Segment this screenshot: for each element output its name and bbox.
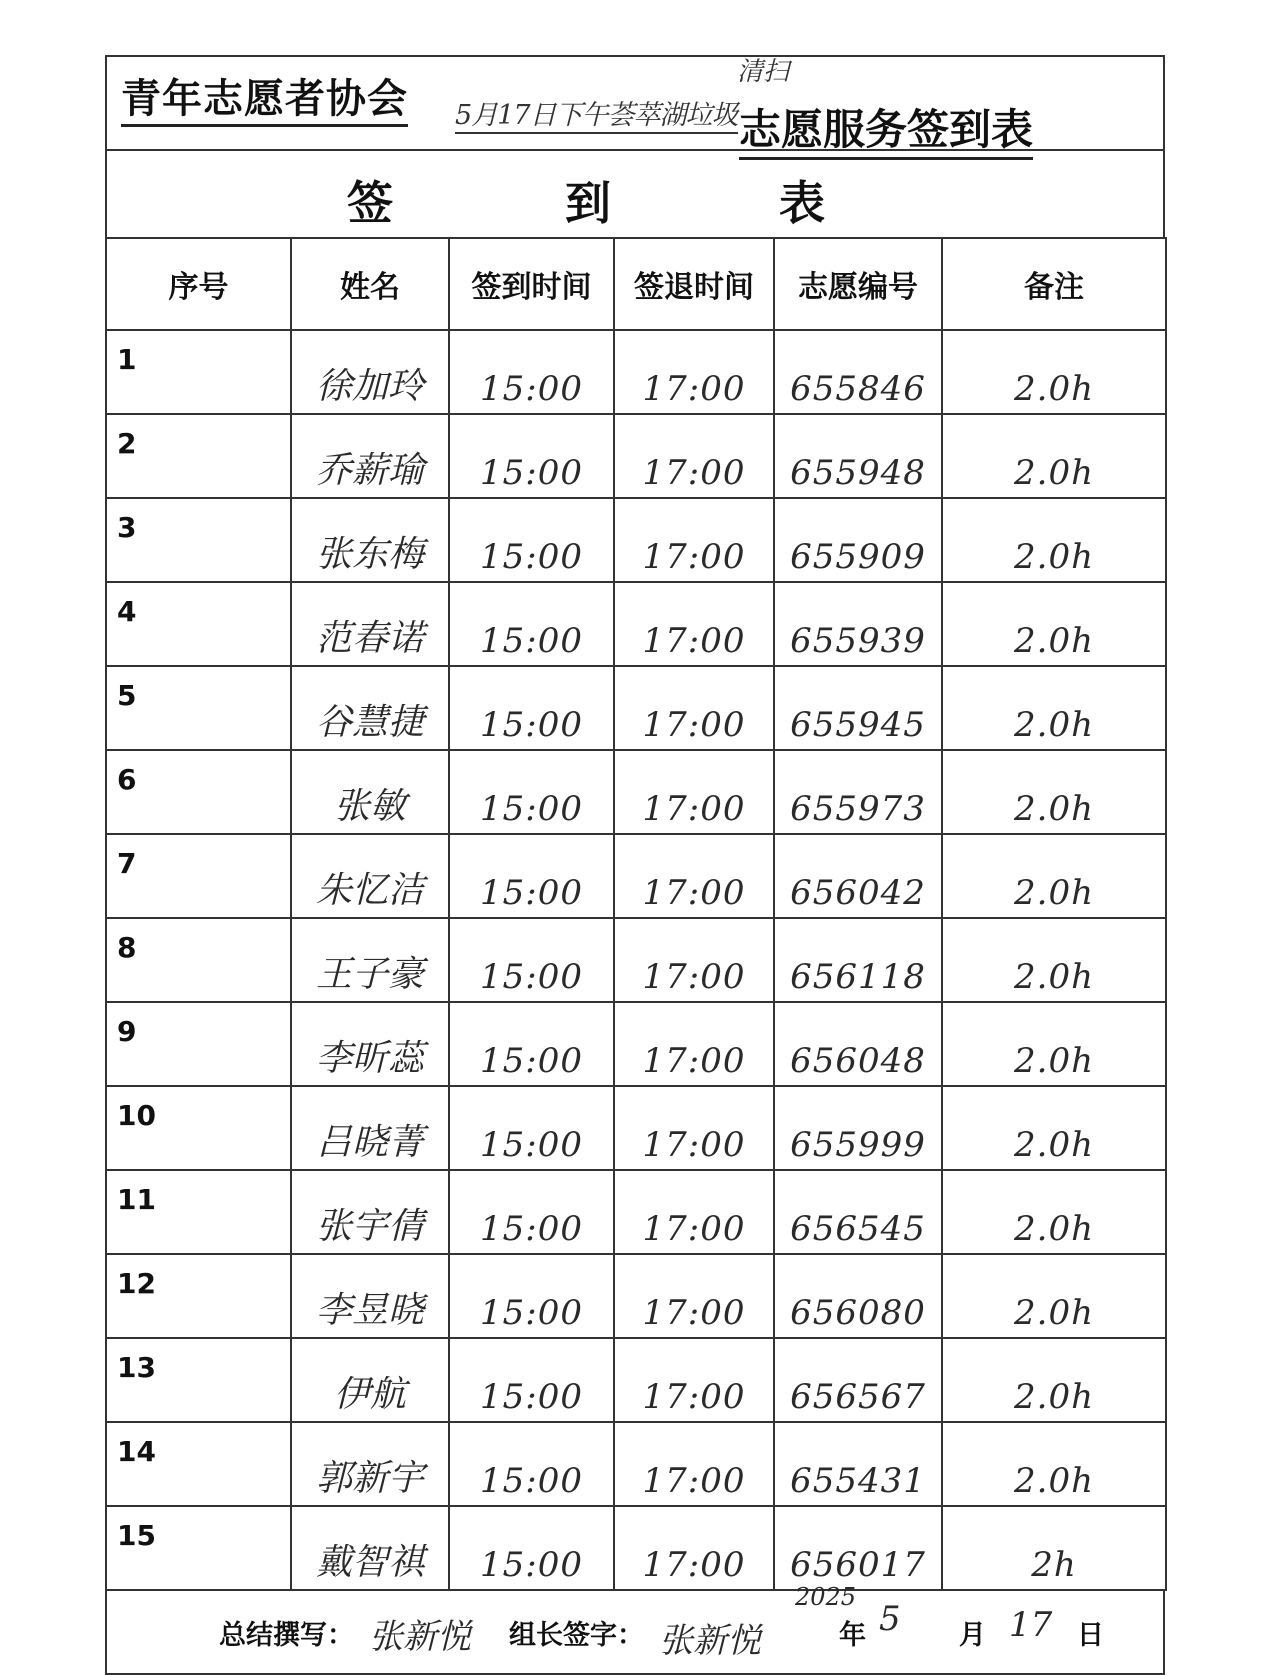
row-note: 2.0h <box>942 1422 1166 1506</box>
row-volunteer-id: 655846 <box>774 330 942 414</box>
row-signin-time: 15:00 <box>449 330 614 414</box>
subheading <box>105 149 1165 237</box>
row-signin-time: 15:00 <box>449 666 614 750</box>
row-signout-time: 17:00 <box>614 498 774 582</box>
month-value: 5 <box>879 1599 901 1639</box>
row-seq: 7 <box>106 834 291 918</box>
row-volunteer-id: 655945 <box>774 666 942 750</box>
row-name: 谷慧捷 <box>291 666 449 750</box>
row-volunteer-id: 655973 <box>774 750 942 834</box>
row-signout-time: 17:00 <box>614 1506 774 1590</box>
row-signin-time: 15:00 <box>449 582 614 666</box>
handwritten-activity-note: 清扫 <box>737 57 790 87</box>
table-row <box>106 834 1166 918</box>
col-header-signin: 签到时间 <box>449 238 614 330</box>
row-name: 张敏 <box>291 750 449 834</box>
row-note: 2.0h <box>942 918 1166 1002</box>
table-row <box>106 1086 1166 1170</box>
row-signin-time: 15:00 <box>449 834 614 918</box>
row-note: 2.0h <box>942 666 1166 750</box>
row-signout-time: 17:00 <box>614 666 774 750</box>
table-row <box>106 918 1166 1002</box>
row-seq: 12 <box>106 1254 291 1338</box>
row-name: 朱忆洁 <box>291 834 449 918</box>
table-row <box>106 498 1166 582</box>
row-signout-time: 17:00 <box>614 834 774 918</box>
row-volunteer-id: 656545 <box>774 1170 942 1254</box>
row-signout-time: 17:00 <box>614 1086 774 1170</box>
row-seq: 11 <box>106 1170 291 1254</box>
table-row <box>106 1254 1166 1338</box>
row-signin-time: 15:00 <box>449 1170 614 1254</box>
year-value: 2025 <box>795 1583 857 1611</box>
col-header-volunteer-id: 志愿编号 <box>774 238 942 330</box>
row-name: 张东梅 <box>291 498 449 582</box>
table-row <box>106 1002 1166 1086</box>
row-signin-time: 15:00 <box>449 750 614 834</box>
row-volunteer-id: 656017 <box>774 1506 942 1590</box>
table-row <box>106 1338 1166 1422</box>
row-name: 吕晓菁 <box>291 1086 449 1170</box>
row-name: 徐加玲 <box>291 330 449 414</box>
row-seq: 15 <box>106 1506 291 1590</box>
leader-signature: 张新悦 <box>659 1621 761 1661</box>
row-name: 郭新宇 <box>291 1422 449 1506</box>
row-signin-time: 15:00 <box>449 1506 614 1590</box>
row-signin-time: 15:00 <box>449 1338 614 1422</box>
header-row <box>106 238 1166 330</box>
row-signout-time: 17:00 <box>614 1422 774 1506</box>
col-header-note: 备注 <box>942 238 1166 330</box>
row-volunteer-id: 655999 <box>774 1086 942 1170</box>
row-seq: 5 <box>106 666 291 750</box>
month-label: 月 <box>959 1620 986 1651</box>
row-name: 伊航 <box>291 1338 449 1422</box>
table-row <box>106 330 1166 414</box>
handwritten-activity: 5月17日下午荟萃湖垃圾 <box>455 93 738 134</box>
table-row <box>106 750 1166 834</box>
subheading-char: 表 <box>779 176 825 230</box>
row-signout-time: 17:00 <box>614 1338 774 1422</box>
row-name: 李昱晓 <box>291 1254 449 1338</box>
table-row <box>106 1422 1166 1506</box>
row-note: 2.0h <box>942 1338 1166 1422</box>
table-row <box>106 666 1166 750</box>
row-volunteer-id: 655431 <box>774 1422 942 1506</box>
row-signout-time: 17:00 <box>614 414 774 498</box>
row-signin-time: 15:00 <box>449 498 614 582</box>
row-name: 戴智祺 <box>291 1506 449 1590</box>
row-signin-time: 15:00 <box>449 414 614 498</box>
row-name: 李昕蕊 <box>291 1002 449 1086</box>
row-seq: 2 <box>106 414 291 498</box>
row-name: 王子豪 <box>291 918 449 1002</box>
row-volunteer-id: 656048 <box>774 1002 942 1086</box>
row-note: 2h <box>942 1506 1166 1590</box>
row-volunteer-id: 656042 <box>774 834 942 918</box>
row-seq: 3 <box>106 498 291 582</box>
row-signin-time: 15:00 <box>449 1086 614 1170</box>
row-signout-time: 17:00 <box>614 918 774 1002</box>
day-value: 17 <box>1009 1605 1053 1645</box>
row-signout-time: 17:00 <box>614 1254 774 1338</box>
org-title: 青年志愿者协会 <box>121 67 408 127</box>
row-seq: 9 <box>106 1002 291 1086</box>
leader-label: 组长签字： <box>509 1620 644 1651</box>
table-row <box>106 414 1166 498</box>
row-name: 乔薪瑜 <box>291 414 449 498</box>
table-row <box>106 582 1166 666</box>
row-signin-time: 15:00 <box>449 1422 614 1506</box>
subheading-char: 签 <box>347 176 393 230</box>
day-label: 日 <box>1077 1620 1104 1651</box>
table-row <box>106 1506 1166 1590</box>
subheading-char: 到 <box>565 176 611 230</box>
row-note: 2.0h <box>942 750 1166 834</box>
row-name: 范春诺 <box>291 582 449 666</box>
row-volunteer-id: 656080 <box>774 1254 942 1338</box>
row-seq: 13 <box>106 1338 291 1422</box>
row-volunteer-id: 655939 <box>774 582 942 666</box>
row-signin-time: 15:00 <box>449 918 614 1002</box>
row-signout-time: 17:00 <box>614 1170 774 1254</box>
row-name: 张宇倩 <box>291 1170 449 1254</box>
row-seq: 8 <box>106 918 291 1002</box>
row-volunteer-id: 656567 <box>774 1338 942 1422</box>
row-note: 2.0h <box>942 330 1166 414</box>
col-header-seq: 序号 <box>106 238 291 330</box>
row-note: 2.0h <box>942 834 1166 918</box>
summary-label: 总结撰写： <box>219 1620 354 1651</box>
row-seq: 10 <box>106 1086 291 1170</box>
row-note: 2.0h <box>942 1254 1166 1338</box>
row-note: 2.0h <box>942 1086 1166 1170</box>
title-row <box>105 55 1165 154</box>
col-header-name: 姓名 <box>291 238 449 330</box>
row-signin-time: 15:00 <box>449 1254 614 1338</box>
row-seq: 14 <box>106 1422 291 1506</box>
col-header-signout: 签退时间 <box>614 238 774 330</box>
row-signin-time: 15:00 <box>449 1002 614 1086</box>
form-title: 志愿服务签到表 <box>739 97 1033 160</box>
row-signout-time: 17:00 <box>614 1002 774 1086</box>
row-volunteer-id: 656118 <box>774 918 942 1002</box>
row-seq: 4 <box>106 582 291 666</box>
row-seq: 1 <box>106 330 291 414</box>
row-note: 2.0h <box>942 1170 1166 1254</box>
row-volunteer-id: 655909 <box>774 498 942 582</box>
row-note: 2.0h <box>942 582 1166 666</box>
summary-signature: 张新悦 <box>369 1617 471 1657</box>
table-row <box>106 1170 1166 1254</box>
row-signout-time: 17:00 <box>614 750 774 834</box>
row-volunteer-id: 655948 <box>774 414 942 498</box>
sign-in-sheet <box>105 55 1165 1675</box>
year-label: 年 <box>839 1620 866 1651</box>
footer <box>105 1583 1165 1675</box>
row-seq: 6 <box>106 750 291 834</box>
row-note: 2.0h <box>942 414 1166 498</box>
row-note: 2.0h <box>942 1002 1166 1086</box>
attendance-table <box>105 237 1167 1591</box>
row-signout-time: 17:00 <box>614 582 774 666</box>
row-note: 2.0h <box>942 498 1166 582</box>
row-signout-time: 17:00 <box>614 330 774 414</box>
